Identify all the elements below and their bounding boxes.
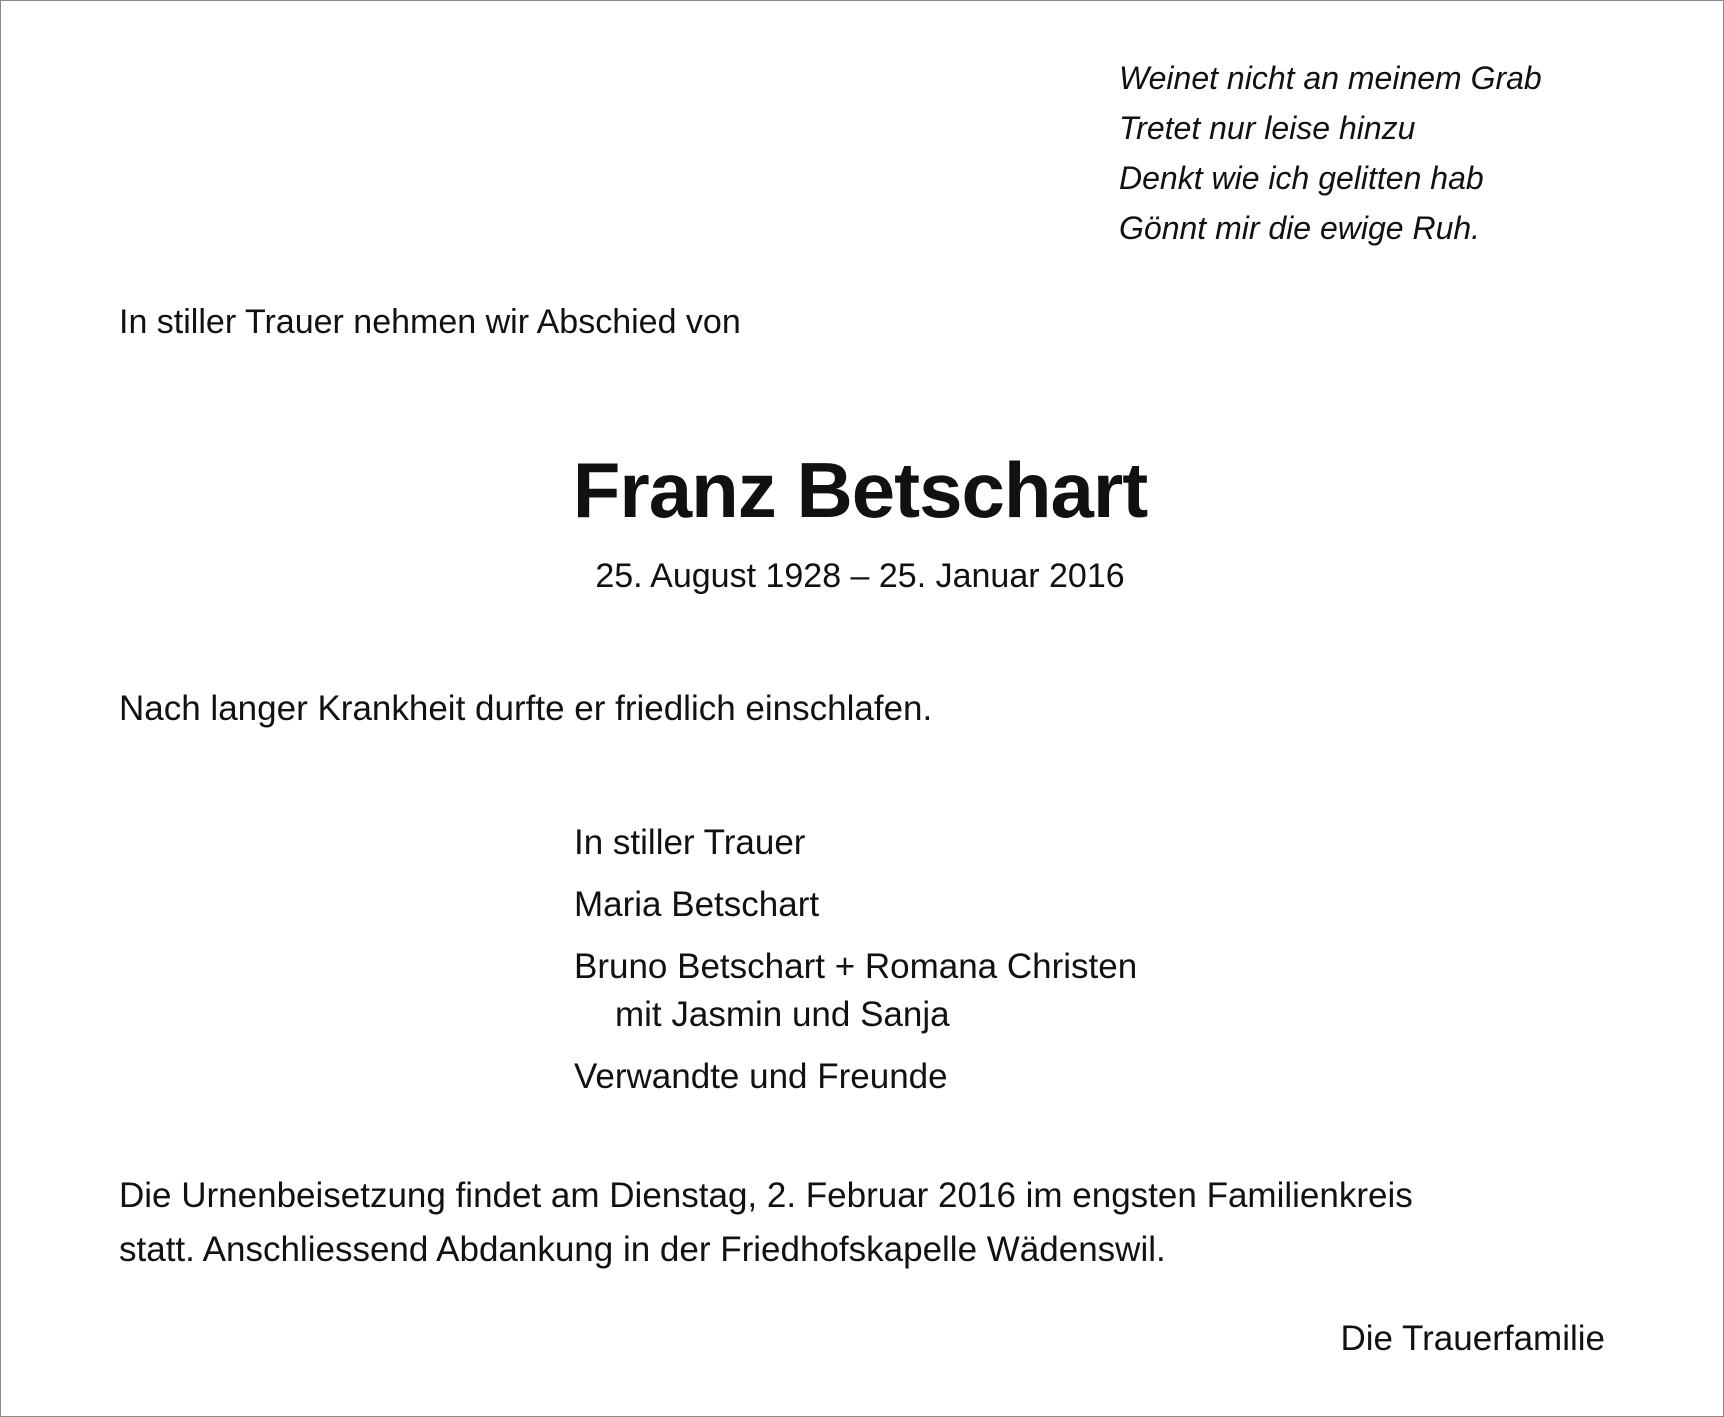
life-dates: 25. August 1928 – 25. Januar 2016 [595, 557, 1125, 595]
burial-line: Die Urnenbeisetzung findet am Dienstag, 2. Februar 2016 im engsten Familienkreis [119, 1176, 1413, 1215]
burial-line: statt. Anschliessend Abdankung in der Friedhofskapelle Wädenswil. [119, 1230, 1166, 1269]
intro-text: In stiller Trauer nehmen wir Abschied von [119, 303, 741, 341]
poem-line: Weinet nicht an meinem Grab [1119, 60, 1542, 96]
poem [1119, 53, 1542, 253]
poem-line: Tretet nur leise hinzu [1119, 110, 1416, 146]
mourner-name: Bruno Betschart + Romana Christen [574, 947, 1138, 986]
mourners-block [574, 821, 1137, 1117]
burial-info [119, 1169, 1413, 1277]
poem-line: Gönnt mir die ewige Ruh. [1119, 210, 1481, 246]
deceased-name: Franz Betschart [572, 446, 1148, 534]
signature: Die Trauerfamilie [1340, 1319, 1605, 1358]
mourners-heading: In stiller Trauer [574, 823, 806, 862]
mourner-name: Maria Betschart [574, 885, 820, 924]
poem-line: Denkt wie ich gelitten hab [1119, 160, 1484, 196]
statement-text: Nach langer Krankheit durfte er friedlich einschlafen. [119, 689, 933, 728]
mourner-name: Verwandte und Freunde [574, 1057, 948, 1096]
mourner-name-continuation: mit Jasmin und Sanja [615, 995, 950, 1034]
